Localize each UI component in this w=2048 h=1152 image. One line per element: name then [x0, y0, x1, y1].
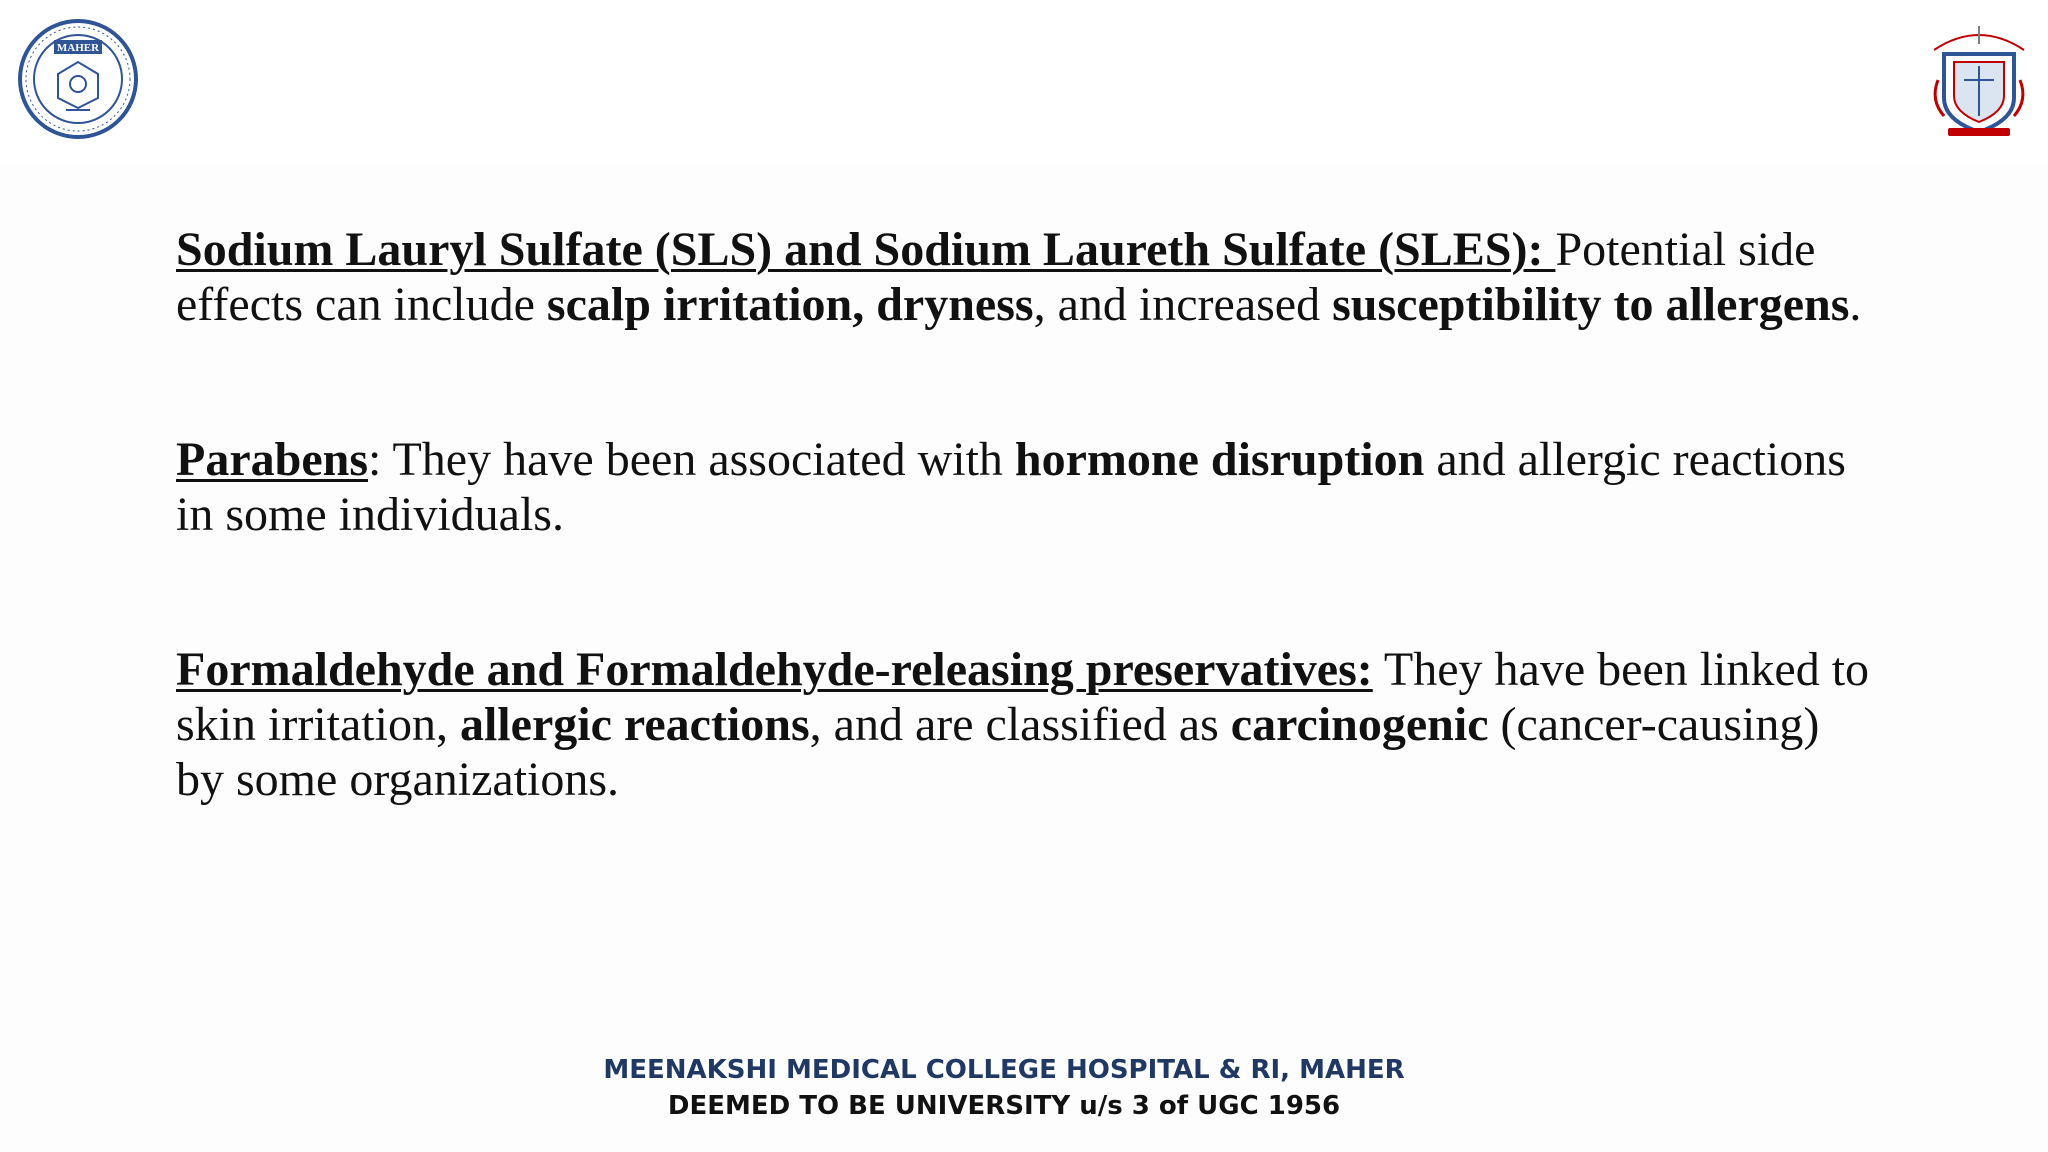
- text-segment-bold: carcinogenic: [1230, 698, 1489, 751]
- text-segment-bold: scalp irritation, dryness: [546, 278, 1034, 331]
- text-segment: and allergic reactions in some individuals.: [176, 433, 1846, 541]
- heading-parabens: Parabens: [176, 433, 368, 486]
- paragraph-parabens: [176, 432, 1876, 542]
- footer-university-status: DEEMED TO BE UNIVERSITY u/s 3 of UGC 1956: [667, 1091, 1341, 1121]
- text-segment: , and are classified as: [809, 698, 1231, 751]
- text-segment: , and increased: [1033, 278, 1333, 331]
- slide-content: [176, 222, 1876, 807]
- footer-institution: MEENAKSHI MEDICAL COLLEGE HOSPITAL & RI, MAHER: [603, 1055, 1405, 1085]
- heading-formaldehyde: Formaldehyde and Formaldehyde-releasing preservatives:: [176, 643, 1373, 696]
- heading-sls-sles: Sodium Lauryl Sulfate (SLS) and Sodium Laureth Sulfate (SLES):: [176, 223, 1556, 276]
- slide-footer: [0, 1052, 2048, 1124]
- text-segment-bold: susceptibility to allergens: [1332, 278, 1850, 331]
- text-segment-bold: allergic reactions: [459, 698, 810, 751]
- text-segment: .: [1849, 278, 1862, 331]
- text-segment-bold: hormone disruption: [1014, 433, 1425, 486]
- university-seal-icon: [14, 18, 142, 140]
- text-segment: : They have been associated with: [368, 433, 1015, 486]
- header-band: [0, 0, 2048, 165]
- text-segment: Potential side effects can include: [176, 223, 1816, 331]
- paragraph-sls-sles: [176, 222, 1876, 332]
- paragraph-formaldehyde: [176, 642, 1876, 807]
- seal-text: MAHER: [56, 42, 100, 54]
- college-crest-icon: [1924, 20, 2034, 142]
- text-segment: They have been linked to skin irritation,: [176, 643, 1870, 751]
- text-segment: (cancer-causing) by some organizations.: [176, 698, 1820, 806]
